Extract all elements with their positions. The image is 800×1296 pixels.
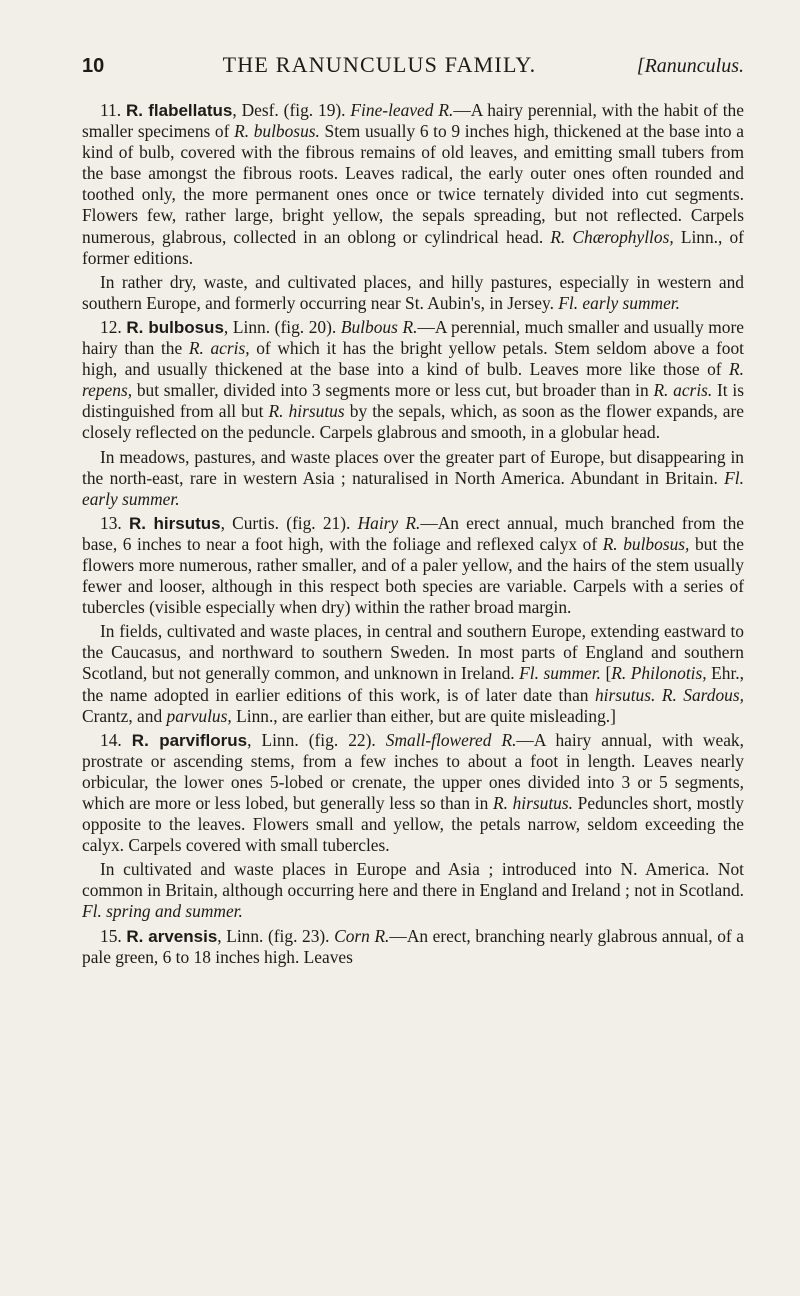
habitat-parviflorus: In cultivated and waste places in Europe and Asia ; introduced into N. America. Not common in Britain, although occurring here and there in England and Ireland ; not in Scotland. Fl. spring and summer. [82,859,744,922]
species-entry-bulbosus: 12. R. bulbosus, Linn. (fig. 20). Bulbous R.—A perennial, much smaller and usually more hairy than the R. acris, of which it has the bright yellow petals. Stem seldom above a foot high, and usually thickened at the base into a kind of bulb. Leaves more like those of R. repens, but smaller, divided into 3 segments more or less cut, but broader than in R. acris. It is distinguished from all but R. hirsutus by the sepals, which, as soon as the flower expands, are closely reflected on the peduncle. Carpels glabrous and smooth, in a globular head. [82,316,744,443]
habitat-hirsutus: In fields, cultivated and waste places, in central and southern Europe, extending eastward to the Caucasus, and northward to southern Sweden. In most parts of England and southern Scotland, but not generally common, and unknown in Ireland. Fl. summer. [R. Philonotis, Ehr., the name adopted in earlier editions of this work, is of later date than hirsutus. R. Sardous, Crantz, and parvulus, Linn., are earlier than either, but are quite misleading.] [82,621,744,726]
species-entry-flabellatus: 11. R. flabellatus, Desf. (fig. 19). Fine-leaved R.—A hairy perennial, with the habit of the smaller specimens of R. bulbosus. Stem usually 6 to 9 inches high, thickened at the base into a kind of bulb, covered with the fibrous remains of old leaves, and emitting small tubers from the base amongst the fibrous roots. Leaves radical, the early outer ones often rounded and toothed only, the more permanent ones once or twice ternately divided into cut segments. Flowers few, rather large, bright yellow, the sepals spreading, but not reflected. Carpels numerous, glabrous, collected in an oblong or cylindrical head. R. Chærophyllos, Linn., of former editions. [82,100,744,268]
species-entry-hirsutus: 13. R. hirsutus, Curtis. (fig. 21). Hairy R.—An erect annual, much branched from the base, 6 inches to near a foot high, with the foliage and reflexed calyx of R. bulbosus, but the flowers more numerous, rather smaller, and of a paler yellow, and the hairs of the stem usually fewer and looser, although in this respect both species are variable. Carpels with a series of tubercles (visible especially when dry) within the rather broad margin. [82,512,744,618]
page-header [82,52,744,78]
habitat-bulbosus: In meadows, pastures, and waste places over the greater part of Europe, but disappearing in the north-east, rare in western Asia ; naturalised in North America. Abundant in Britain. Fl. early summer. [82,446,744,509]
page-body [82,100,744,968]
species-name: R. parviflorus [131,730,248,750]
common-name: Fine-leaved R. [350,100,454,120]
species-name: R. arvensis [126,926,218,946]
editorial-note: [R. Philonotis, Ehr., the name adopted in earlier editions of this work, is of later date than hirsutus. R. Sardous, Crantz, and parvulus, Linn., are earlier than either, but are quite misleading.] [82,663,744,726]
running-section: [Ranunculus. [636,55,744,77]
species-name: R. bulbosus [126,317,224,337]
page-number: 10 [82,55,105,77]
flowering-time: Fl. spring and summer. [82,901,243,922]
habitat-flabellatus: In rather dry, waste, and cultivated places, and hilly pastures, especially in western and southern Europe, and formerly occurring near St. Aubin's, in Jersey. Fl. early summer. [82,271,744,313]
common-name: Small-flowered R. [385,729,517,750]
flowering-time: Fl. summer. [519,663,601,684]
running-title: THE RANUNCULUS FAMILY. [222,52,537,77]
common-name: Bulbous R. [340,316,418,337]
species-name: R. flabellatus [125,101,233,120]
common-name: Corn R. [334,925,390,946]
common-name: Hairy R. [357,512,421,533]
species-name: R. hirsutus [128,513,221,533]
flowering-time: Fl. early summer. [82,467,744,509]
species-entry-parviflorus: 14. R. parviflorus, Linn. (fig. 22). Small-flowered R.—A hairy annual, with weak, prostrate or ascending stems, from a few inches to about a foot in length. Leaves nearly orbicular, the lower ones 5-lobed or crenate, the upper ones divided into 3 or 5 segments, which are more or less lobed, but generally less so than in R. hirsutus. Peduncles short, mostly opposite to the leaves. Flowers small and yellow, the petals narrow, seldom exceeding the calyx. Carpels covered with small tubercles. [82,729,744,856]
flowering-time: Fl. early summer. [558,292,680,313]
species-entry-arvensis: 15. R. arvensis, Linn. (fig. 23). Corn R.—An erect, branching nearly glabrous annual, of a pale green, 6 to 18 inches high. Leaves [82,925,744,967]
